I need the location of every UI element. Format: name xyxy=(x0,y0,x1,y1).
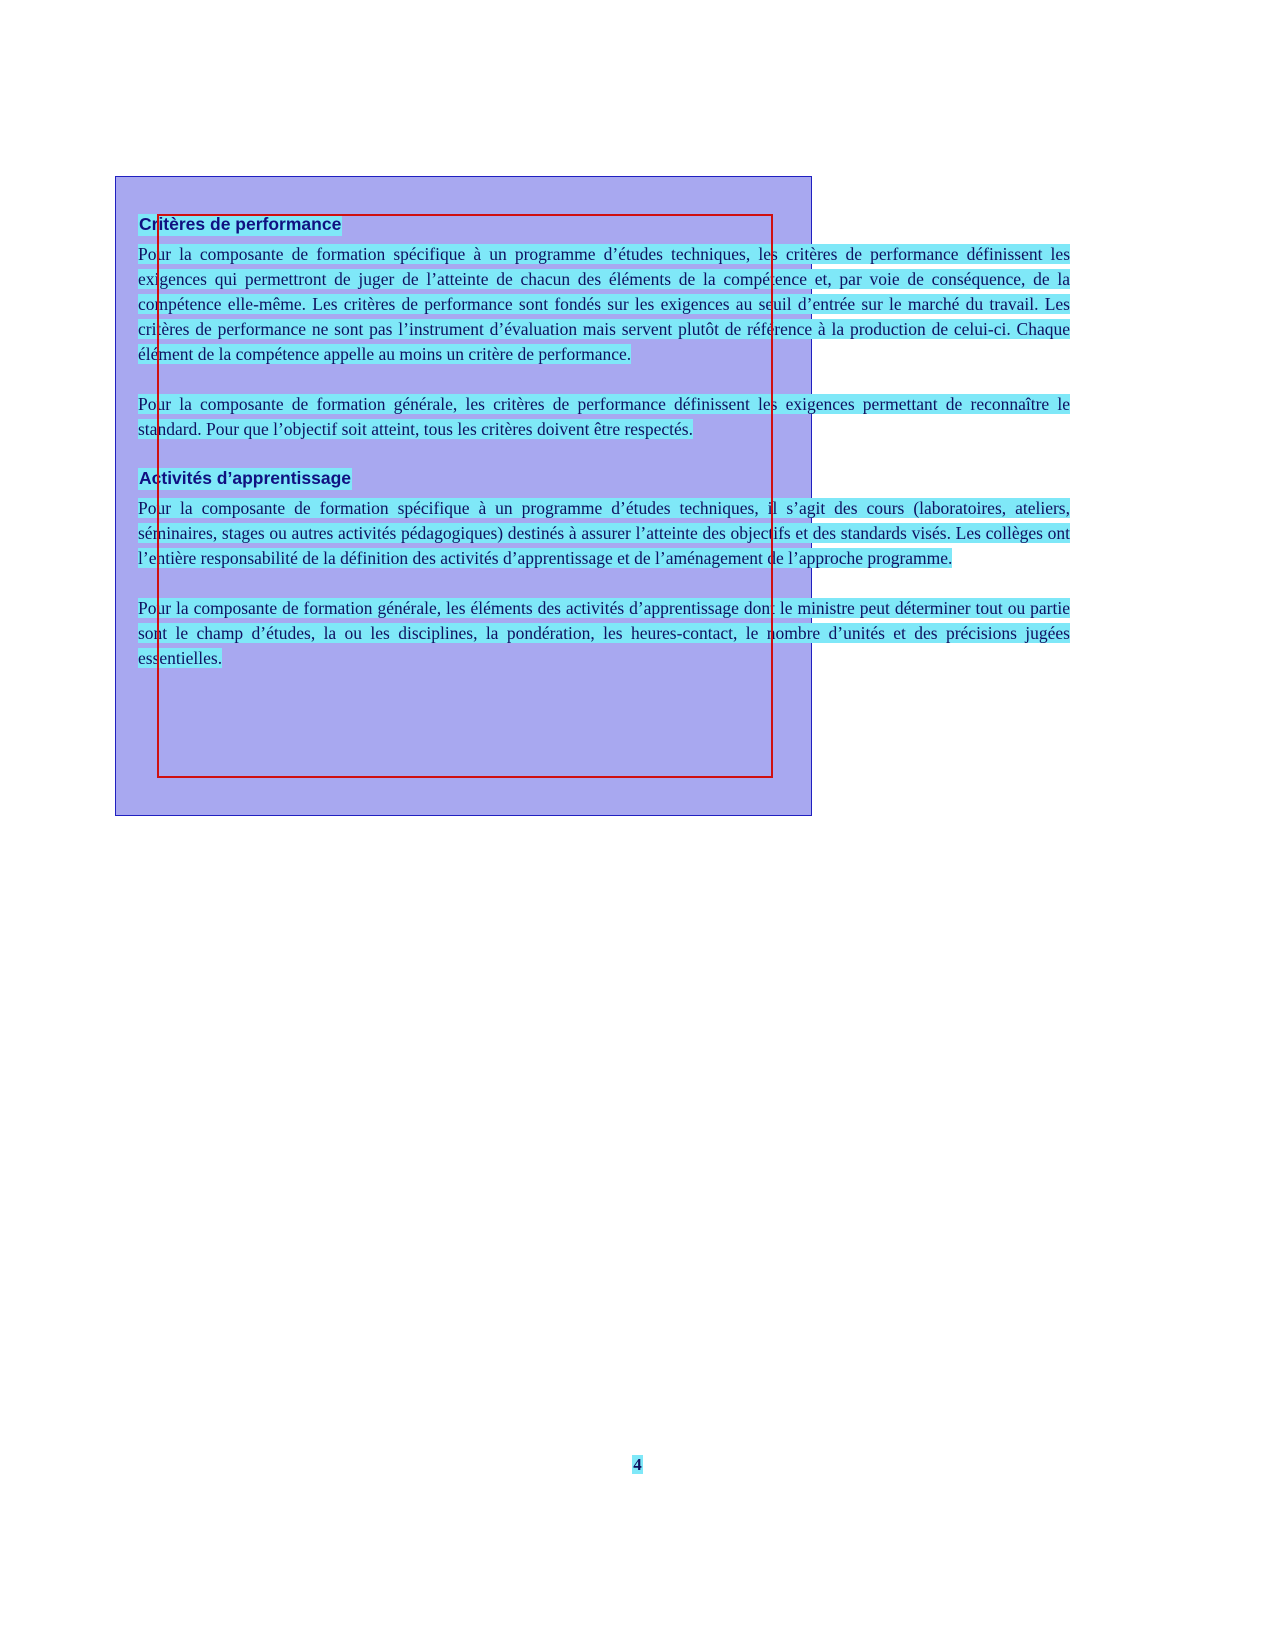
paragraph-text: Pour la composante de formation spécifique à un programme d’études techniques, il s’agit des cours (laboratoires, ateliers, séminaires, stages ou autres activités pédagogiques) destinés à assurer l’atteinte des objectifs et des standards visés. Les collèges ont l’entière responsabilité de la définition des activités d’apprentissage et de l’aménagement de l’approche programme. xyxy=(138,497,1070,568)
paragraph xyxy=(138,496,1070,571)
section-heading: Critères de performance xyxy=(139,214,342,234)
paragraph-text: Pour la composante de formation générale, les éléments des activités d’apprentissage dont le ministre peut déterminer tout ou partie sont le champ d’études, la ou les disciplines, la pondération, les heures-contact, le nombre d’unités et des précisions jugées essentielles. xyxy=(138,597,1070,668)
section-heading: Activités d’apprentissage xyxy=(139,467,352,488)
page-number xyxy=(0,1455,1275,1475)
paragraph xyxy=(138,392,1070,442)
section-spacer xyxy=(138,442,1070,468)
paragraph-text: Pour la composante de formation spécifique à un programme d’études techniques, les critères de performance définissent les exigences qui permettront de juger de l’atteinte de chacun des éléments de la compétence et, par voie de conséquence, de la compétence elle-même. Les critères de performance sont fondés sur les exigences au seuil d’entrée sur le marché du travail. Les critères de performance ne sont pas l’instrument d’évaluation mais servent plutôt de référence à la production de celui-ci. Chaque élément de la compétence appelle au moins un critère de performance. xyxy=(138,243,1070,364)
paragraph-spacer xyxy=(138,367,1070,392)
document-text-layer xyxy=(138,214,1070,671)
paragraph-spacer xyxy=(138,571,1070,596)
section-criteres-de-performance xyxy=(138,214,1070,442)
section-activites-dapprentissage xyxy=(138,468,1070,671)
paragraph-text: Pour la composante de formation générale, les critères de performance définissent les exigences permettant de reconnaître le standard. Pour que l’objectif soit atteint, tous les critères doivent être respectés. xyxy=(138,393,1070,439)
paragraph xyxy=(138,596,1070,671)
paragraph xyxy=(138,242,1070,367)
page-number-value: 4 xyxy=(633,1455,642,1474)
